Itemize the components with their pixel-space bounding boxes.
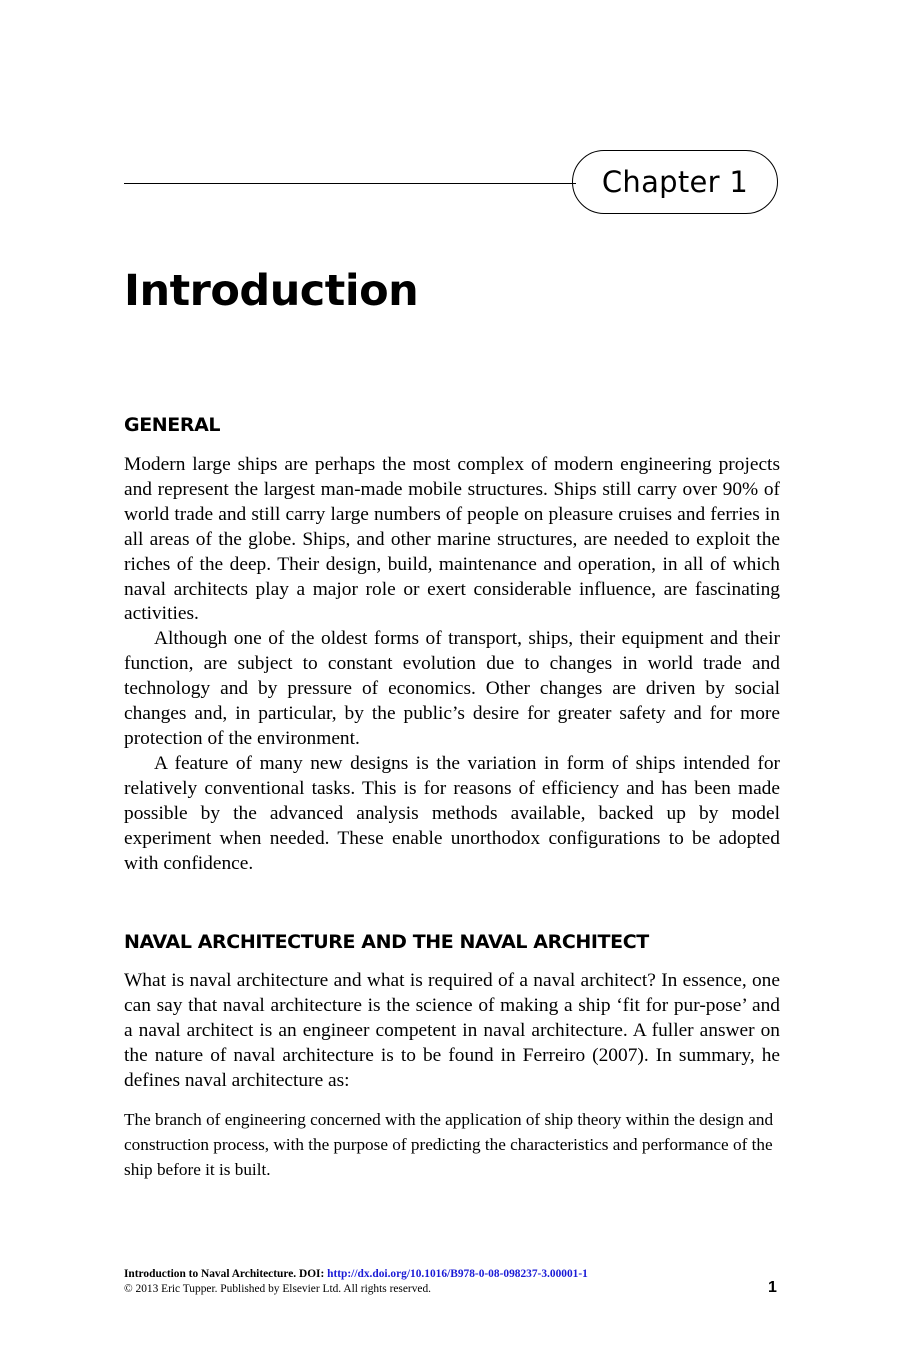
footer-copyright: © 2013 Eric Tupper. Published by Elsevier Ltd. All rights reserved.	[124, 1283, 431, 1295]
footer-citation	[124, 1267, 780, 1282]
doi-link[interactable]: http://dx.doi.org/10.1016/B978-0-08-098237-3.00001-1	[327, 1268, 588, 1280]
paragraph: What is naval architecture and what is required of a naval architect? In essence, one can say that naval architecture is the science of making a ship ‘fit for pur-pose’ and a naval architect is an engineer competent in naval architecture. A fuller answer on the nature of naval architecture is to be found in Ferreiro (2007). In summary, he defines naval architecture as:	[124, 970, 780, 1091]
paragraph: A feature of many new designs is the variation in form of ships intended for relatively conventional tasks. This is for reasons of efficiency and has been made possible by the advanced analysis methods available, backed up by model experiment when needed. These enable unorthodox configurations to be adopted with confidence.	[124, 752, 780, 874]
section-body-general	[124, 453, 780, 876]
section-heading-naval-architecture: NAVAL ARCHITECTURE AND THE NAVAL ARCHITECT	[124, 931, 649, 953]
chapter-label: Chapter 1	[572, 150, 778, 214]
definition-quote: The branch of engineering concerned with the application of ship theory within the design and construction process, with the purpose of predicting the characteristics and performance of the ship before it is built.	[124, 1110, 774, 1179]
section-body-naval-architecture	[124, 969, 780, 1094]
paragraph: Modern large ships are perhaps the most complex of modern engineering projects and represent the largest man-made mobile structures. Ships still carry over 90% of world trade and still carry large numbers of people on pleasure cruises and ferries in all areas of the globe. Ships, and other marine structures, are needed to exploit the riches of the deep. Their design, build, maintenance and operation, in all of which naval architects play a major role or exert considerable influence, are fascinating activities.	[124, 454, 780, 625]
page-number: 1	[768, 1279, 777, 1296]
section-heading-general: GENERAL	[124, 414, 221, 436]
chapter-title: Introduction	[124, 266, 419, 316]
page-footer	[124, 1267, 780, 1297]
paragraph: Although one of the oldest forms of transport, ships, their equipment and their function, are subject to constant evolution due to changes in world trade and technology and by pressure of economics. Other changes are driven by social changes and, in particular, by the public’s desire for greater safety and for more protection of the environment.	[124, 628, 780, 749]
footer-book-title: Introduction to Naval Architecture. DOI:	[124, 1268, 328, 1280]
chapter-rule-divider	[124, 183, 576, 184]
